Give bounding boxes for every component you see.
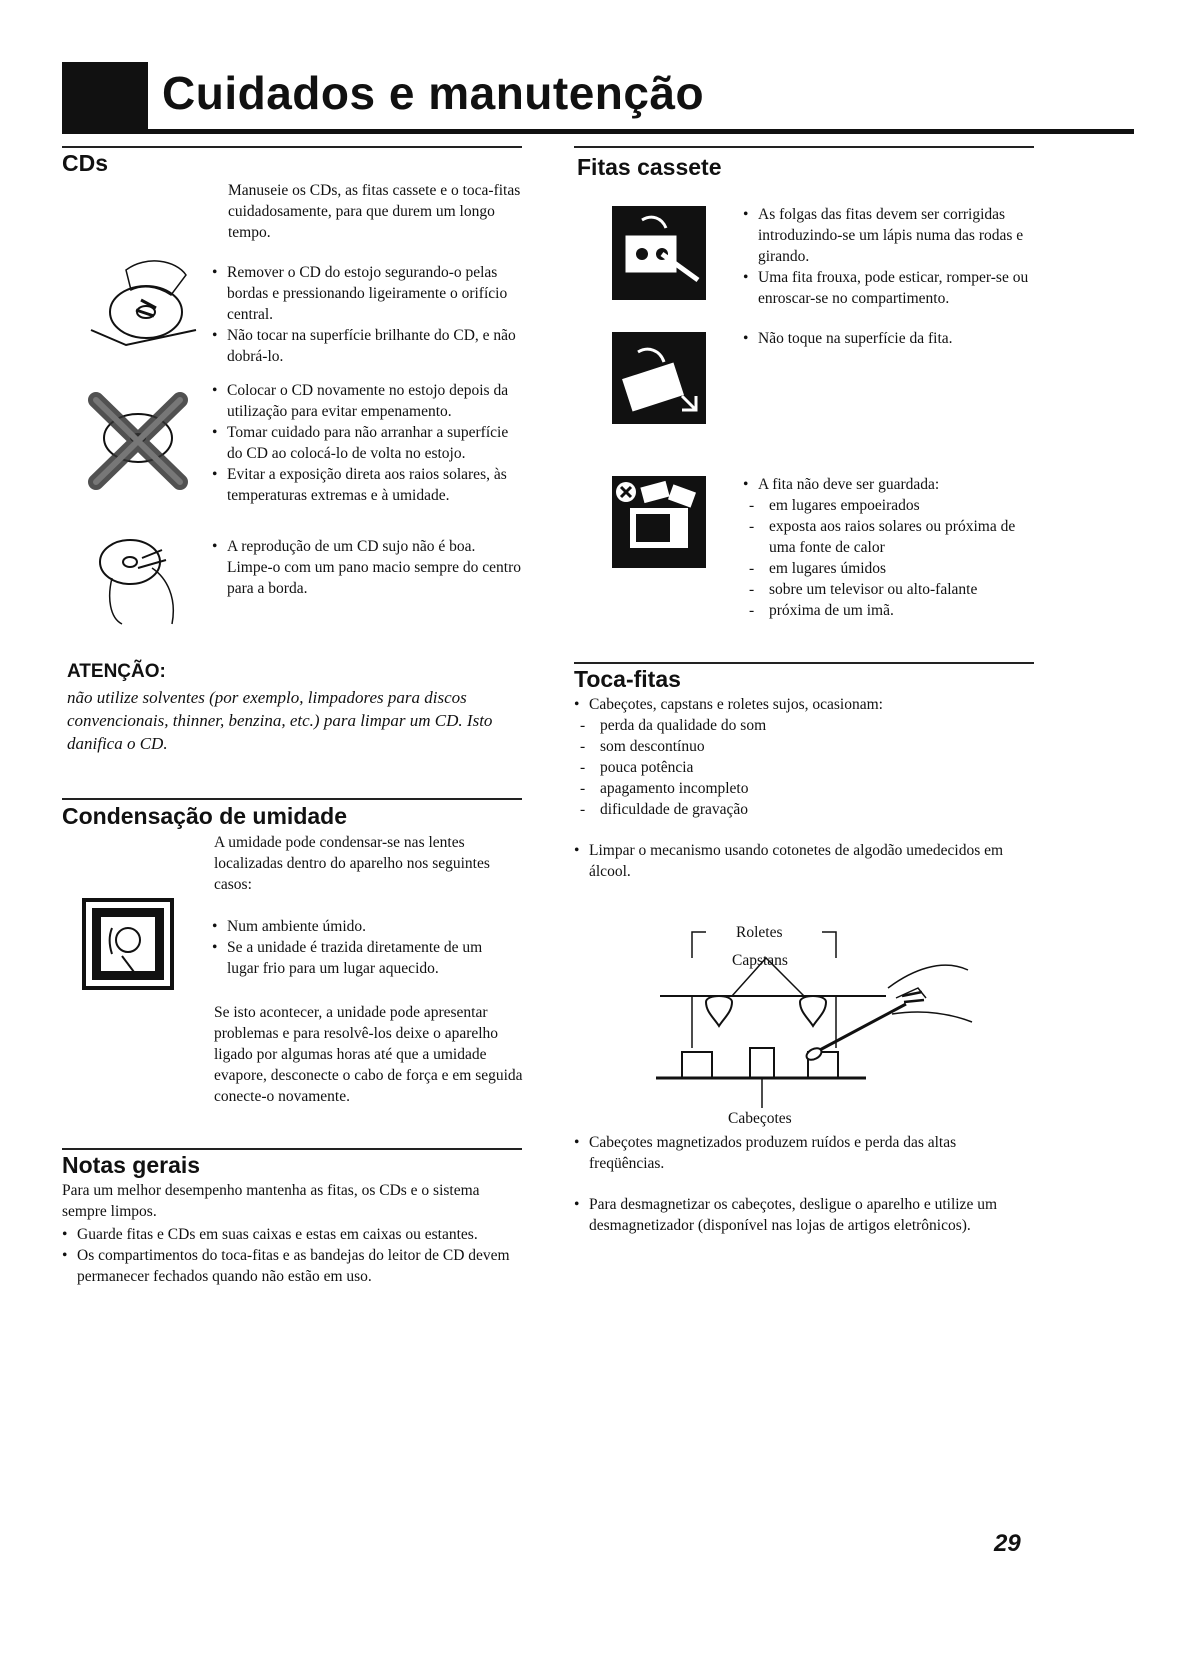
title-rule xyxy=(62,129,1134,134)
cds-list-3 xyxy=(212,536,524,599)
cd-cleaning-illustration xyxy=(92,528,192,628)
tape-head-diagram-drawing xyxy=(656,918,976,1128)
fitas-list-1-item: • As folgas das fitas devem ser corrigidas introduzindo-se um lápis numa das rodas e girando. xyxy=(743,204,1035,267)
toca-after-list xyxy=(574,1132,1024,1236)
toca-group xyxy=(574,694,1014,820)
condensacao-list xyxy=(212,916,512,979)
cds-title: CDs xyxy=(62,150,109,176)
toca-sub-item: - som descontínuo xyxy=(574,736,1014,757)
condensacao-after: Se isto acontecer, a unidade pode apresentar problemas e para resolvê-los deixe o aparelho ligado por algumas horas até que a umidade evapore, desconecte o cabo de força e em seguida conecte-o novamente. xyxy=(214,1004,523,1105)
toca-rule xyxy=(574,662,1034,664)
fitas-sub-item: - em lugares empoeirados xyxy=(743,495,1035,516)
condensacao-item: • Num ambiente úmido. xyxy=(212,916,512,937)
cd-dont-bend-illustration xyxy=(88,390,188,490)
cds-intro: Manuseie os CDs, as fitas cassete e o toca-fitas cuidadosamente, para que durem um longo tempo. xyxy=(228,182,521,241)
condensacao-title: Condensação de umidade xyxy=(62,803,348,829)
diagram-label-roletes: Roletes xyxy=(736,924,783,941)
notas-intro: Para um melhor desempenho mantenha as fitas, os CDs e o sistema sempre limpos. xyxy=(62,1182,480,1220)
cds-list-1-item: • Não tocar na superfície brilhante do CD, e não dobrá-lo. xyxy=(212,325,524,367)
cds-list-2-item: • Colocar o CD novamente no estojo depois da utilização para evitar empenamento. xyxy=(212,380,524,422)
fitas-sub-item: - sobre um televisor ou alto-falante xyxy=(743,579,1035,600)
cds-list-1-item: • Remover o CD do estojo segurando-o pelas bordas e pressionando ligeiramente o orifício central. xyxy=(212,262,524,325)
fitas-sub-item: - em lugares úmidos xyxy=(743,558,1035,579)
fitas-list-3 xyxy=(743,474,1035,495)
toca-clean-item: • Limpar o mecanismo usando cotonetes de algodão umedecidos em álcool. xyxy=(574,840,1014,882)
tape-head-diagram xyxy=(656,918,976,1128)
fitas-list-3-lead: • A fita não deve ser guardada: xyxy=(743,474,1035,495)
page-number: 29 xyxy=(994,1530,1021,1557)
diagram-label-cabecotes: Cabeçotes xyxy=(728,1110,792,1127)
cds-list-3-item: • A reprodução de um CD sujo não é boa. Limpe-o com um pano macio sempre do centro para a borda. xyxy=(212,536,524,599)
cassette-pencil-illustration xyxy=(612,206,706,300)
cds-list-2-item: • Evitar a exposição direta aos raios solares, às temperaturas extremas e à umidade. xyxy=(212,464,524,506)
fitas-list-2 xyxy=(743,328,1035,349)
notas-item: • Guarde fitas e CDs em suas caixas e estas em caixas ou estantes. xyxy=(62,1224,512,1245)
condensacao-rule xyxy=(62,798,522,800)
cd-handling-illustration xyxy=(86,250,201,350)
toca-after-item: • Para desmagnetizar os cabeçotes, desligue o aparelho e utilize um desmagnetizador (disponível nas lojas de artigos eletrônicos). xyxy=(574,1194,1024,1236)
fitas-rule xyxy=(574,146,1034,148)
fitas-list-2-item: • Não toque na superfície da fita. xyxy=(743,328,1035,349)
fitas-sub-item: - exposta aos raios solares ou próxima de uma fonte de calor xyxy=(743,516,1035,558)
diagram-label-capstans: Capstans xyxy=(732,952,788,969)
humidity-window-illustration xyxy=(82,898,174,990)
toca-sub-item: - perda da qualidade do som xyxy=(574,715,1014,736)
fitas-sub-item: - próxima de um imã. xyxy=(743,600,1035,621)
notas-rule xyxy=(62,1148,522,1150)
cds-list-2-item: • Tomar cuidado para não arranhar a superfície do CD ao colocá-lo de volta no estojo. xyxy=(212,422,524,464)
toca-sub-item: - dificuldade de gravação xyxy=(574,799,1014,820)
notas-title: Notas gerais xyxy=(62,1152,201,1178)
toca-lead: • Cabeçotes, capstans e roletes sujos, ocasionam: xyxy=(574,694,1014,715)
toca-sub-item: - apagamento incompleto xyxy=(574,778,1014,799)
fitas-list-1-item: • Uma fita frouxa, pode esticar, romper-se ou enroscar-se no compartimento. xyxy=(743,267,1035,309)
cds-list-2 xyxy=(212,380,524,506)
condensacao-intro: A umidade pode condensar-se nas lentes localizadas dentro do aparelho nos seguintes casos: xyxy=(214,834,490,893)
notas-item: • Os compartimentos do toca-fitas e as bandejas do leitor de CD devem permanecer fechados quando não estão em uso. xyxy=(62,1245,512,1287)
title-black-square xyxy=(62,62,148,130)
cds-rule xyxy=(62,146,522,148)
atencao-title: ATENÇÃO: xyxy=(67,661,166,682)
cds-list-1 xyxy=(212,262,524,367)
toca-sub-list xyxy=(574,715,1014,820)
toca-clean-list xyxy=(574,840,1014,882)
condensacao-item: • Se a unidade é trazida diretamente de um lugar frio para um lugar aquecido. xyxy=(212,937,512,979)
notas-list xyxy=(62,1224,512,1287)
title-block xyxy=(62,62,1134,132)
cassette-touch-illustration xyxy=(612,332,706,424)
cassette-storage-illustration xyxy=(612,476,706,568)
atencao-text: não utilize solventes (por exemplo, limpadores para discos convencionais, thinner, benzina, etc.) para limpar um CD. Isto danifica o CD. xyxy=(67,688,493,753)
fitas-list-1 xyxy=(743,204,1035,309)
toca-sub-item: - pouca potência xyxy=(574,757,1014,778)
toca-list xyxy=(574,694,1014,715)
page-title: Cuidados e manutenção xyxy=(162,67,705,119)
toca-after-item: • Cabeçotes magnetizados produzem ruídos e perda das altas freqüências. xyxy=(574,1132,1024,1174)
fitas-title: Fitas cassete xyxy=(577,154,722,180)
fitas-sub-list xyxy=(743,495,1035,621)
toca-title: Toca-fitas xyxy=(574,666,681,692)
fitas-group3 xyxy=(743,474,1035,621)
